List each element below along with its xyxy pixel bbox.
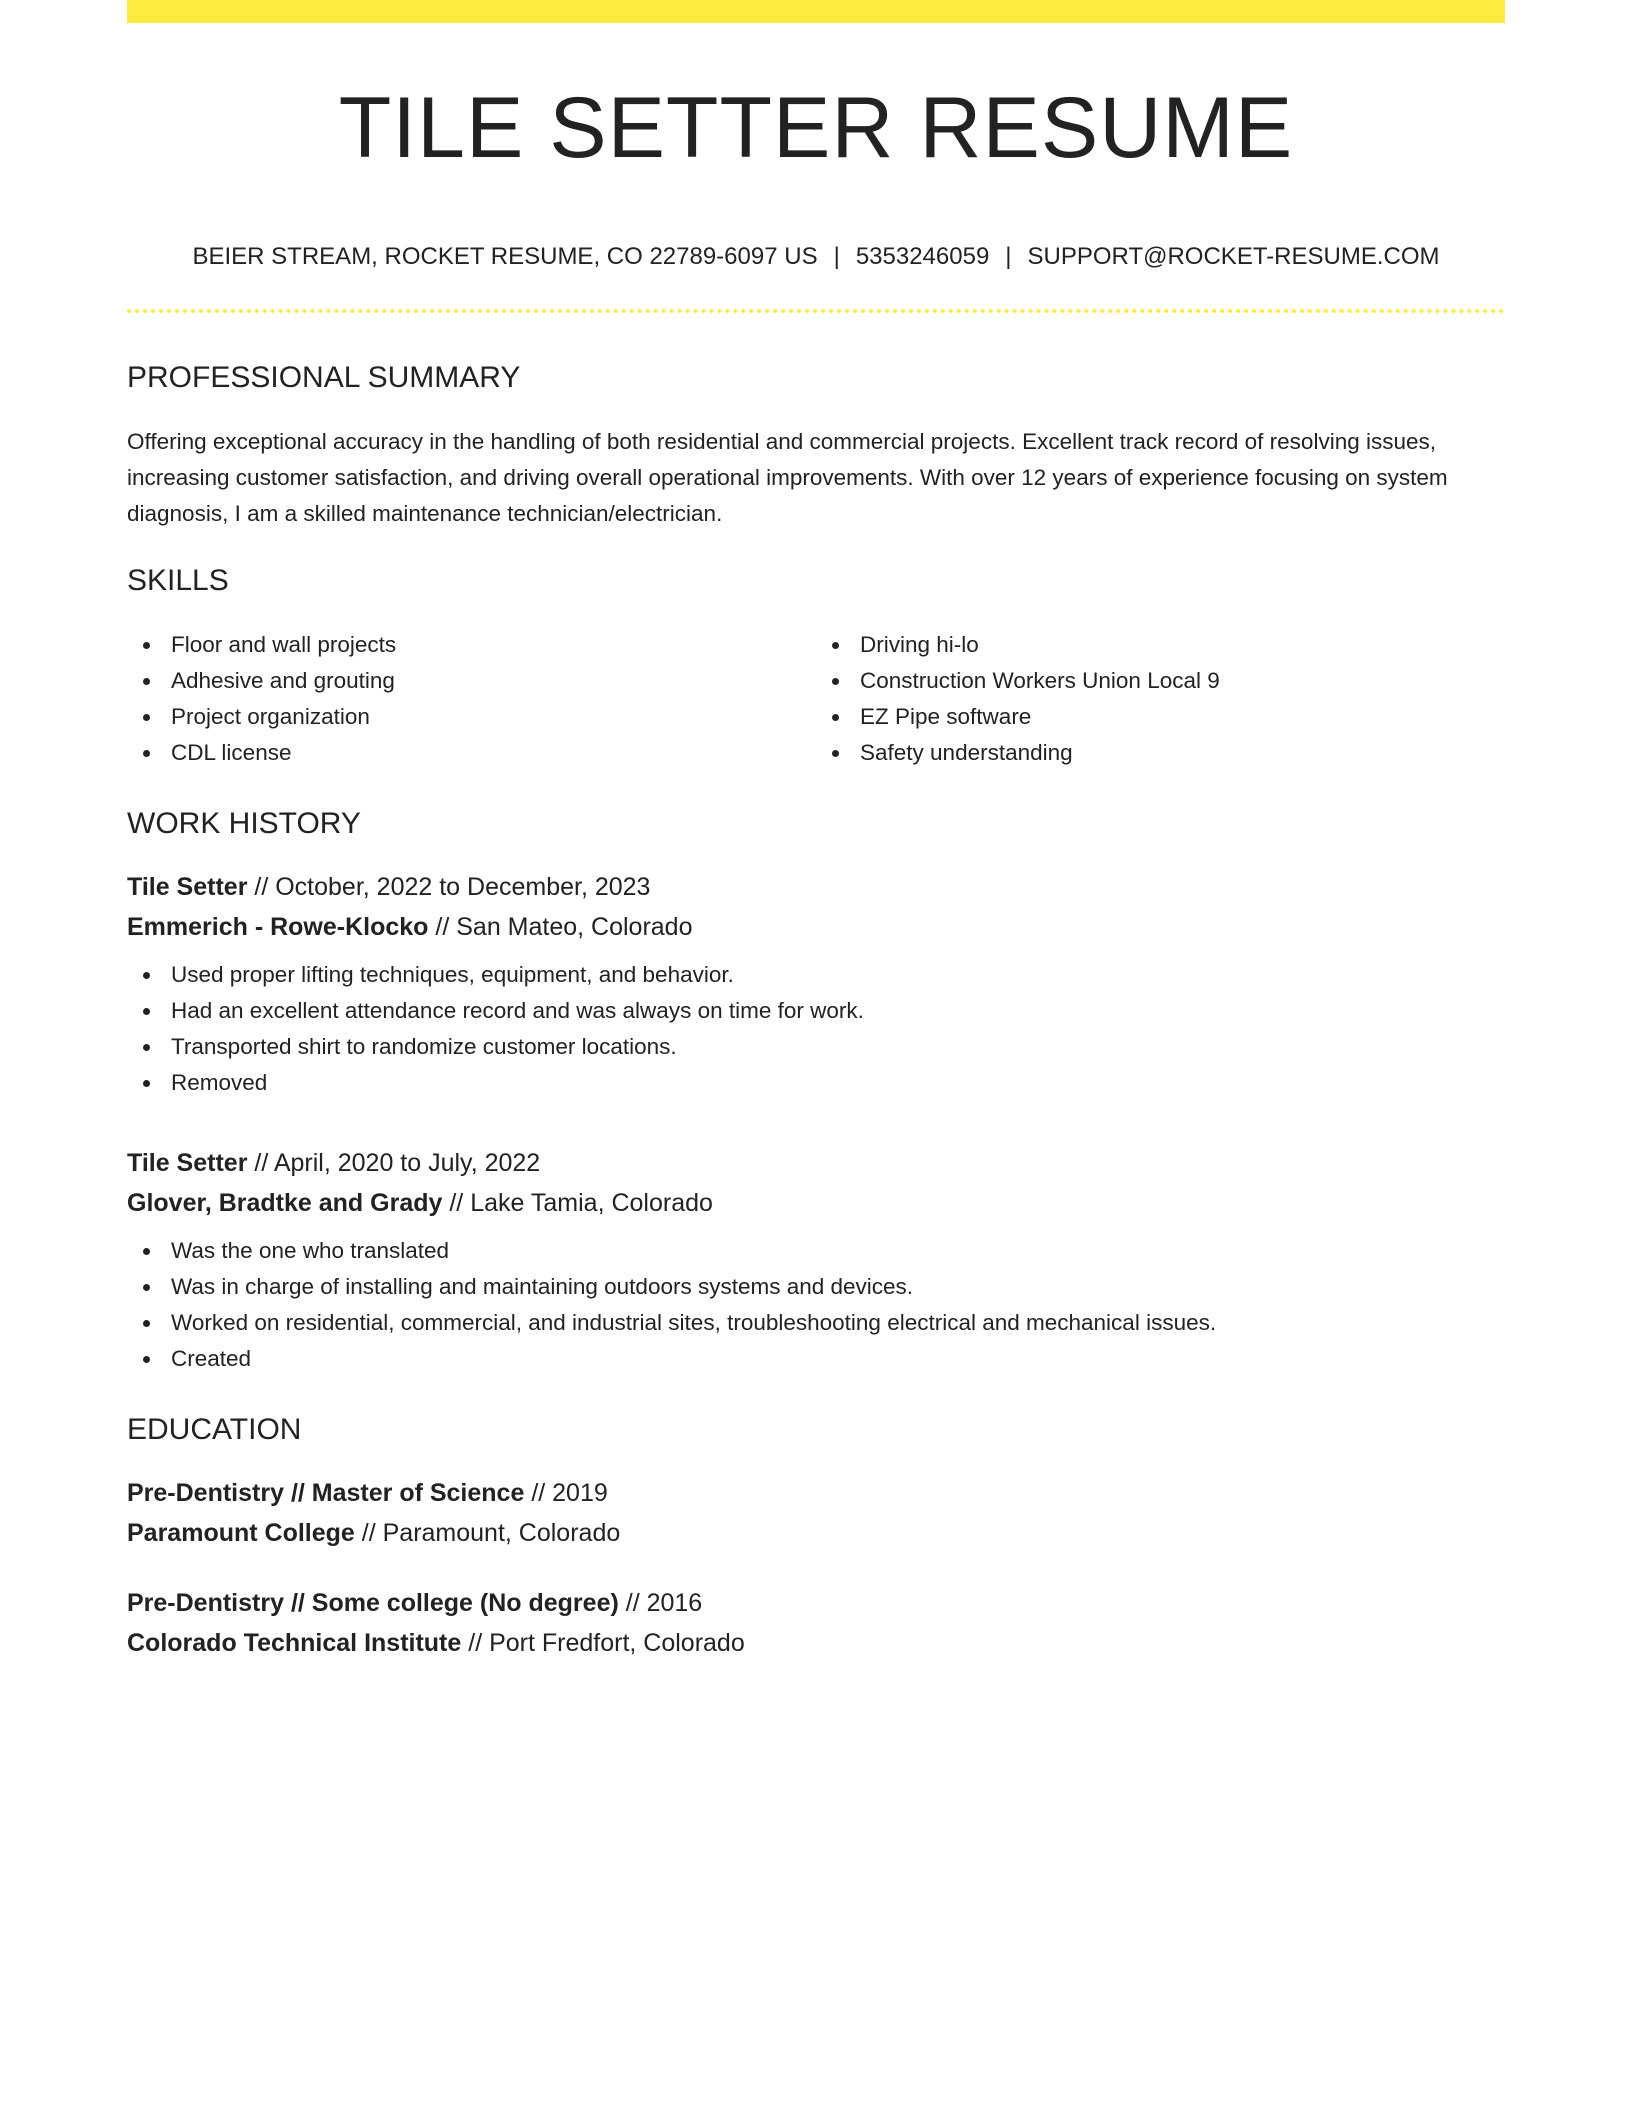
skill-item: Driving hi-lo: [816, 627, 1505, 663]
job-bullet: Used proper lifting techniques, equipment, and behavior.: [127, 957, 1505, 993]
job-bullet: Was the one who translated: [127, 1233, 1505, 1269]
skill-item: CDL license: [127, 735, 816, 771]
skill-item: Safety understanding: [816, 735, 1505, 771]
education-entry: [127, 1473, 1505, 1553]
job-bullet: Removed: [127, 1065, 1505, 1101]
job-entry: [127, 867, 1505, 1101]
education-location: // Port Fredfort, Colorado: [461, 1629, 745, 1657]
job-dates: // April, 2020 to July, 2022: [247, 1149, 541, 1177]
summary-paragraph: Offering exceptional accuracy in the handling of both residential and commercial projects. Excellent track record of resolving issues, increasing customer satisfaction, and driving overall operational improvements. With over 12 years of experience focusing on system diagnosis, I am a skilled maintenance technician/electrician.: [127, 429, 1448, 526]
job-company: Emmerich - Rowe-Klocko: [127, 913, 429, 941]
education-degree: Pre-Dentistry // Master of Science: [127, 1479, 525, 1507]
skill-item: Floor and wall projects: [127, 627, 816, 663]
education-school: Paramount College: [127, 1519, 355, 1547]
section-title-summary: PROFESSIONAL SUMMARY: [127, 361, 521, 394]
job-bullets: [127, 957, 1505, 1101]
job-title-line: [127, 1143, 1505, 1183]
education-entry: [127, 1583, 1505, 1663]
dotted-divider: [127, 309, 1505, 313]
job-role: Tile Setter: [127, 873, 248, 901]
skills-grid: [127, 627, 1505, 771]
education-degree: Pre-Dentistry // Some college (No degree): [127, 1589, 619, 1617]
job-company: Glover, Bradtke and Grady: [127, 1189, 443, 1217]
contact-phone: 5353246059: [855, 243, 990, 270]
job-bullet: Created: [127, 1341, 1505, 1377]
contact-separator: |: [833, 243, 840, 270]
contact-email: SUPPORT@ROCKET-RESUME.COM: [1027, 243, 1440, 270]
contact-address: BEIER STREAM, ROCKET RESUME, CO 22789-6097 US: [192, 243, 818, 270]
education-location: // Paramount, Colorado: [354, 1519, 621, 1547]
skill-item: Adhesive and grouting: [127, 663, 816, 699]
resume-page: [127, 0, 1505, 1663]
skill-item: EZ Pipe software: [816, 699, 1505, 735]
skills-column-right: [816, 627, 1505, 771]
job-bullet: Was in charge of installing and maintaining outdoors systems and devices.: [127, 1269, 1505, 1305]
education-year: // 2019: [524, 1479, 608, 1507]
contact-separator: |: [1005, 243, 1012, 270]
contact-line: [127, 245, 1505, 269]
job-bullets: [127, 1233, 1505, 1377]
job-bullet: Had an excellent attendance record and was always on time for work.: [127, 993, 1505, 1029]
education-year: // 2016: [618, 1589, 703, 1617]
job-bullet: Worked on residential, commercial, and industrial sites, troubleshooting electrical and mechanical issues.: [127, 1305, 1505, 1341]
education-degree-line: [127, 1583, 1505, 1623]
top-accent-bar: [127, 0, 1505, 23]
education-school: Colorado Technical Institute: [127, 1629, 462, 1657]
job-bullet: Transported shirt to randomize customer locations.: [127, 1029, 1505, 1065]
job-company-line: [127, 907, 1505, 947]
education-school-line: [127, 1513, 1505, 1553]
section-title-work-history: WORK HISTORY: [127, 807, 361, 840]
job-title-line: [127, 867, 1505, 907]
skill-item: Construction Workers Union Local 9: [816, 663, 1505, 699]
job-role: Tile Setter: [127, 1149, 248, 1177]
job-entry: [127, 1143, 1505, 1377]
job-location: // San Mateo, Colorado: [428, 913, 693, 941]
resume-title: TILE SETTER RESUME: [338, 80, 1294, 176]
section-title-education: EDUCATION: [127, 1413, 302, 1446]
education-degree-line: [127, 1473, 1505, 1513]
skill-item: Project organization: [127, 699, 816, 735]
job-dates: // October, 2022 to December, 2023: [247, 873, 651, 901]
education-school-line: [127, 1623, 1505, 1663]
job-company-line: [127, 1183, 1505, 1223]
skills-column-left: [127, 627, 816, 771]
job-location: // Lake Tamia, Colorado: [442, 1189, 713, 1217]
section-title-skills: SKILLS: [127, 564, 229, 597]
